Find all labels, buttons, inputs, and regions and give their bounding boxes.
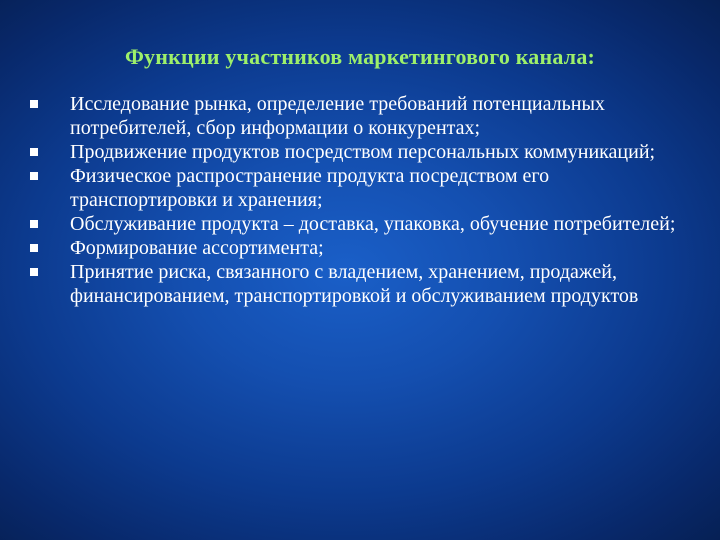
list-item-text: Физическое распространение продукта посредством его транспортировки и хранения;: [70, 165, 550, 211]
slide-title: Функции участников маркетингового канала:: [124, 44, 596, 69]
square-bullet-icon: [30, 268, 38, 276]
list-item: [30, 92, 680, 140]
list-item: [30, 212, 680, 236]
list-item-text: Исследование рынка, определение требований потенциальных потребителей, сбор информации о конкурентах;: [70, 93, 605, 139]
square-bullet-icon: [30, 220, 38, 228]
list-item: [30, 140, 680, 164]
bullet-list: [30, 92, 680, 308]
square-bullet-icon: [30, 244, 38, 252]
list-item-text: Обслуживание продукта – доставка, упаковка, обучение потребителей;: [70, 213, 676, 235]
square-bullet-icon: [30, 100, 38, 108]
list-item-text: Формирование ассортимента;: [70, 237, 324, 259]
list-item: [30, 236, 680, 260]
list-item: [30, 164, 680, 212]
square-bullet-icon: [30, 172, 38, 180]
list-item: [30, 260, 680, 308]
list-item-text: Продвижение продуктов посредством персональных коммуникаций;: [70, 141, 656, 163]
square-bullet-icon: [30, 148, 38, 156]
list-item-text: Принятие риска, связанного с владением, хранением, продажей, финансированием, транспортировкой и обслуживанием продуктов: [70, 261, 639, 307]
